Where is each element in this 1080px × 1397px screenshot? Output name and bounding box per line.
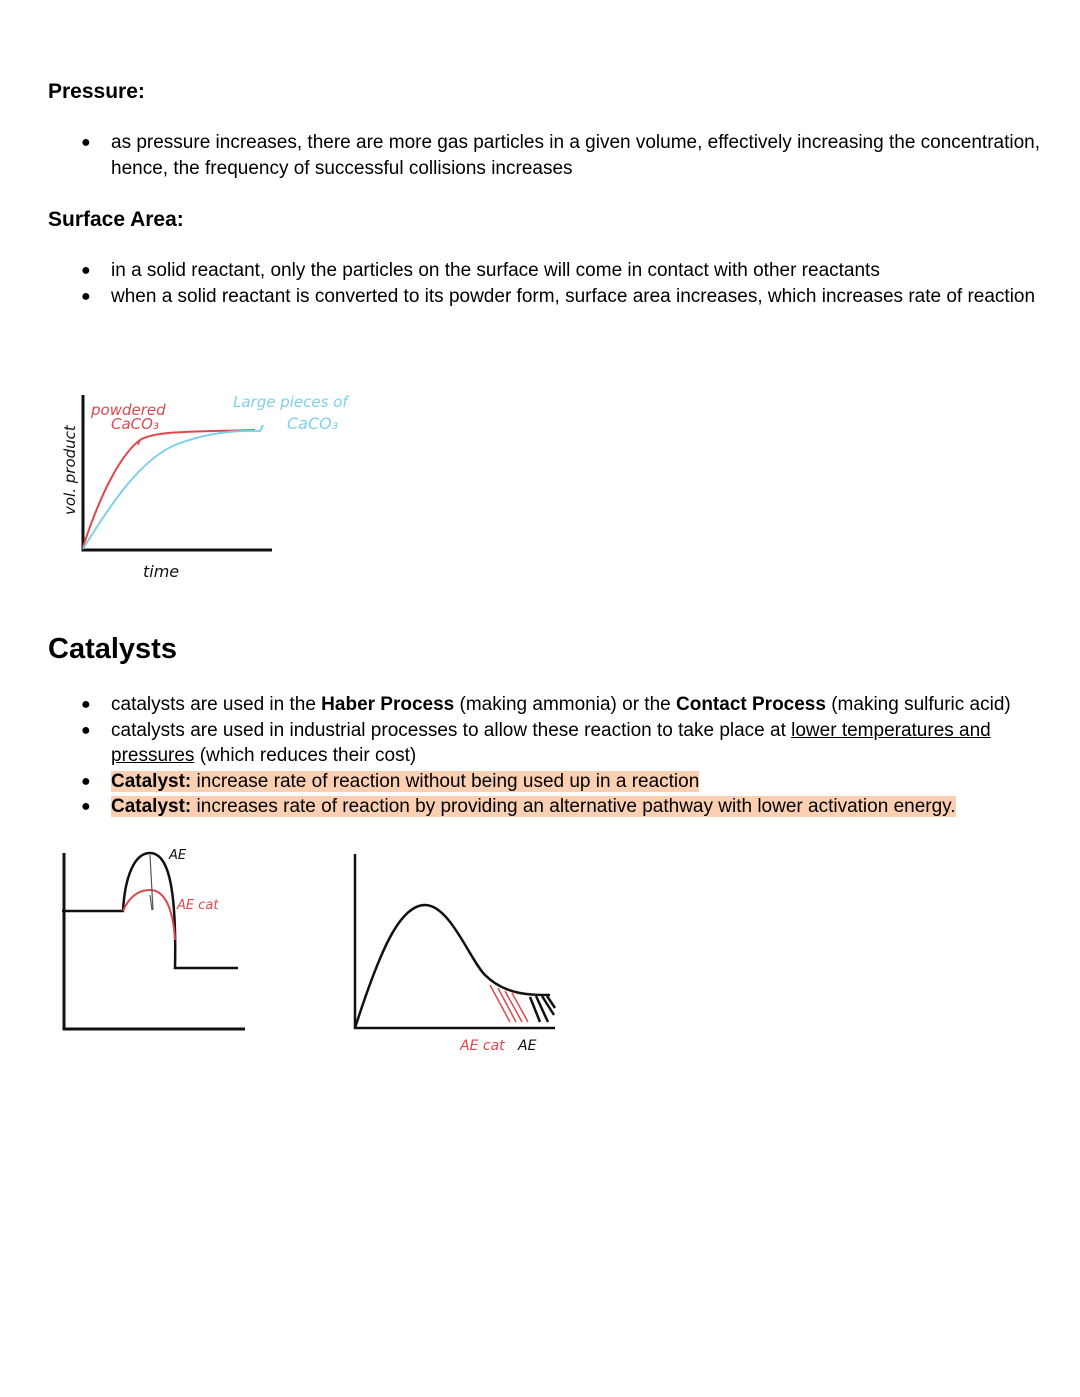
svg-text:AE cat: AE cat [177, 898, 219, 913]
list-item: ● in a solid reactant, only the particles on the surface will come in contact with other reactants [81, 260, 880, 281]
surface-area-sketch [55, 385, 375, 585]
energy-profile-sketch [55, 845, 255, 1040]
list-item: ● when a solid reactant is converted to its powder form, surface area increases, which increases rate of reaction [81, 285, 1036, 307]
svg-text:Large pieces of: Large pieces of [233, 393, 348, 411]
list-item: ● catalysts are used in industrial processes to allow these reaction to take place at lower temperatures and pressures (which reduces their cost) [81, 719, 991, 766]
list-item: ● catalysts are used in the Haber Process (making ammonia) or the Contact Process (making sulfuric acid) [81, 694, 1011, 715]
surface-area-heading: Surface Area: [48, 208, 184, 231]
pressure-list [0, 130, 1041, 181]
svg-text:AE: AE [518, 1038, 537, 1054]
list-item: ● Catalyst: increase rate of reaction without being used up in a reaction [81, 770, 700, 792]
svg-text:CaCO₃: CaCO₃ [111, 415, 159, 433]
list-item: ● Catalyst: increases rate of reaction by providing an alternative pathway with lower activation energy. [81, 796, 956, 817]
catalysts-heading: Catalysts [48, 633, 177, 665]
svg-text:AE cat: AE cat [460, 1038, 505, 1054]
catalysts-list [0, 692, 1041, 820]
energy-distribution-sketch [350, 850, 560, 1060]
pressure-heading: Pressure: [48, 80, 145, 103]
powdered-label: powdered [91, 401, 166, 419]
list-item: ● as pressure increases, there are more gas particles in a given volume, effectively increasing the concentration, hence, the frequency of successful collisions increases [81, 132, 1041, 179]
svg-text:time: time [143, 562, 180, 581]
surface-area-list [0, 258, 1041, 309]
svg-text:AE: AE [169, 848, 187, 863]
svg-text:vol. product: vol. product [61, 425, 79, 515]
svg-text:CaCO₃: CaCO₃ [287, 414, 339, 433]
